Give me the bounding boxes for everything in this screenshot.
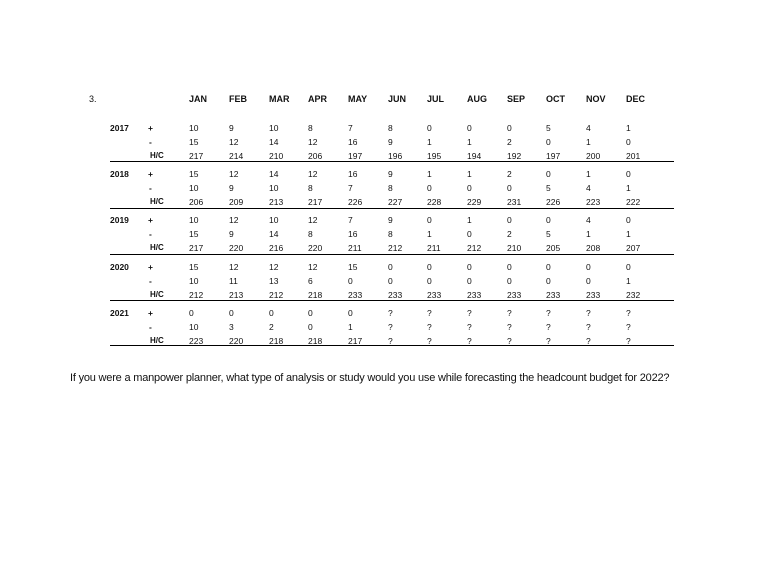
hc-label: H/C — [150, 243, 164, 252]
plus-value: 12 — [308, 262, 318, 272]
plus-value: 0 — [467, 123, 472, 133]
minus-value: 13 — [269, 276, 279, 286]
plus-value: 2 — [507, 169, 512, 179]
minus-value: ? — [467, 322, 472, 332]
minus-value: 8 — [308, 229, 313, 239]
plus-label: + — [148, 123, 153, 133]
plus-value: 0 — [507, 215, 512, 225]
hc-value: 220 — [308, 243, 323, 253]
month-header: OCT — [546, 94, 565, 104]
minus-value: 2 — [269, 322, 274, 332]
plus-value: 0 — [427, 123, 432, 133]
minus-value: 0 — [348, 276, 353, 286]
minus-value: 14 — [269, 137, 279, 147]
hc-value: 192 — [507, 151, 522, 161]
plus-label: + — [148, 308, 153, 318]
minus-value: 0 — [586, 276, 591, 286]
plus-value: 9 — [388, 169, 393, 179]
minus-value: ? — [586, 322, 591, 332]
minus-value: 10 — [189, 183, 199, 193]
plus-value: 7 — [348, 215, 353, 225]
hc-label: H/C — [150, 290, 164, 299]
month-header: AUG — [467, 94, 487, 104]
minus-value: 1 — [427, 229, 432, 239]
minus-label: - — [149, 322, 152, 332]
hc-value: ? — [546, 336, 551, 346]
plus-value: 12 — [229, 169, 239, 179]
hc-value: 227 — [388, 197, 403, 207]
minus-value: 8 — [388, 229, 393, 239]
minus-value: 16 — [348, 229, 358, 239]
minus-value: 12 — [308, 137, 318, 147]
plus-value: 16 — [348, 169, 358, 179]
hc-value: 216 — [269, 243, 284, 253]
question-number: 3. — [89, 94, 97, 104]
minus-value: 1 — [467, 137, 472, 147]
plus-value: 0 — [427, 215, 432, 225]
plus-value: 15 — [348, 262, 358, 272]
plus-value: 12 — [229, 262, 239, 272]
minus-label: - — [149, 137, 152, 147]
hc-value: 212 — [189, 290, 204, 300]
table-rule — [110, 300, 674, 301]
plus-value: 4 — [586, 123, 591, 133]
minus-value: 0 — [507, 276, 512, 286]
hc-value: ? — [427, 336, 432, 346]
table-rule — [110, 161, 674, 162]
minus-value: ? — [546, 322, 551, 332]
plus-value: 9 — [388, 215, 393, 225]
hc-value: 209 — [229, 197, 244, 207]
minus-value: 0 — [467, 276, 472, 286]
minus-value: 9 — [229, 229, 234, 239]
hc-value: 217 — [189, 151, 204, 161]
plus-value: 0 — [229, 308, 234, 318]
minus-value: 1 — [586, 229, 591, 239]
minus-value: 0 — [546, 137, 551, 147]
plus-value: ? — [586, 308, 591, 318]
minus-value: 2 — [507, 229, 512, 239]
hc-value: 222 — [626, 197, 641, 207]
hc-value: 206 — [189, 197, 204, 207]
minus-value: 0 — [427, 183, 432, 193]
plus-value: 10 — [269, 215, 279, 225]
plus-value: 1 — [586, 169, 591, 179]
hc-value: 218 — [308, 336, 323, 346]
minus-value: 0 — [388, 276, 393, 286]
hc-value: ? — [586, 336, 591, 346]
minus-value: 14 — [269, 229, 279, 239]
minus-value: 0 — [467, 183, 472, 193]
hc-label: H/C — [150, 151, 164, 160]
minus-value: 3 — [229, 322, 234, 332]
plus-label: + — [148, 169, 153, 179]
plus-label: + — [148, 262, 153, 272]
month-header: MAY — [348, 94, 368, 104]
plus-value: 12 — [269, 262, 279, 272]
minus-value: 0 — [427, 276, 432, 286]
hc-value: 233 — [507, 290, 522, 300]
minus-value: 5 — [546, 183, 551, 193]
minus-value: 9 — [229, 183, 234, 193]
hc-value: 213 — [269, 197, 284, 207]
plus-value: ? — [626, 308, 631, 318]
minus-value: 16 — [348, 137, 358, 147]
hc-value: 217 — [308, 197, 323, 207]
hc-value: 220 — [229, 336, 244, 346]
hc-value: 218 — [269, 336, 284, 346]
hc-value: 233 — [427, 290, 442, 300]
plus-value: 7 — [348, 123, 353, 133]
month-header: SEP — [507, 94, 526, 104]
plus-value: 12 — [229, 215, 239, 225]
hc-value: 231 — [507, 197, 522, 207]
hc-value: 210 — [269, 151, 284, 161]
hc-value: 233 — [586, 290, 601, 300]
minus-value: 7 — [348, 183, 353, 193]
month-header: FEB — [229, 94, 247, 104]
minus-value: 0 — [467, 229, 472, 239]
month-header: JUL — [427, 94, 445, 104]
plus-value: ? — [546, 308, 551, 318]
plus-value: ? — [467, 308, 472, 318]
hc-value: 197 — [546, 151, 561, 161]
hc-label: H/C — [150, 197, 164, 206]
minus-value: ? — [427, 322, 432, 332]
year-label: 2019 — [110, 215, 129, 225]
minus-value: ? — [626, 322, 631, 332]
hc-value: 200 — [586, 151, 601, 161]
hc-value: 233 — [388, 290, 403, 300]
hc-value: 196 — [388, 151, 403, 161]
year-label: 2017 — [110, 123, 129, 133]
plus-value: 0 — [507, 123, 512, 133]
plus-value: ? — [388, 308, 393, 318]
minus-value: ? — [507, 322, 512, 332]
minus-value: 5 — [546, 229, 551, 239]
plus-value: 4 — [586, 215, 591, 225]
minus-value: 1 — [427, 137, 432, 147]
minus-value: 1 — [626, 183, 631, 193]
minus-label: - — [149, 183, 152, 193]
plus-value: 12 — [308, 215, 318, 225]
plus-value: 0 — [546, 262, 551, 272]
plus-value: 0 — [626, 262, 631, 272]
year-label: 2021 — [110, 308, 129, 318]
plus-value: 1 — [626, 123, 631, 133]
hc-value: 197 — [348, 151, 363, 161]
hc-value: 194 — [467, 151, 482, 161]
minus-label: - — [149, 229, 152, 239]
minus-value: 11 — [229, 276, 238, 286]
month-header: NOV — [586, 94, 606, 104]
plus-value: 1 — [467, 215, 472, 225]
minus-value: 1 — [626, 229, 631, 239]
plus-value: 14 — [269, 169, 279, 179]
plus-value: ? — [427, 308, 432, 318]
plus-value: 0 — [626, 215, 631, 225]
minus-value: 0 — [626, 137, 631, 147]
question-text: If you were a manpower planner, what type of analysis or study would you use while forecasting the headcount budget for 2022? — [70, 372, 670, 384]
hc-value: 223 — [586, 197, 601, 207]
minus-value: ? — [388, 322, 393, 332]
plus-value: 0 — [269, 308, 274, 318]
minus-label: - — [149, 276, 152, 286]
hc-value: 195 — [427, 151, 442, 161]
hc-value: 229 — [467, 197, 482, 207]
minus-value: 10 — [269, 183, 279, 193]
plus-value: 1 — [427, 169, 432, 179]
hc-value: 233 — [348, 290, 363, 300]
hc-value: 233 — [467, 290, 482, 300]
hc-value: 232 — [626, 290, 641, 300]
minus-value: 15 — [189, 229, 199, 239]
plus-value: 15 — [189, 262, 199, 272]
minus-value: 1 — [586, 137, 591, 147]
hc-value: ? — [467, 336, 472, 346]
hc-value: 218 — [308, 290, 323, 300]
hc-value: 205 — [546, 243, 561, 253]
plus-value: 15 — [189, 169, 199, 179]
minus-value: 2 — [507, 137, 512, 147]
table-rule — [110, 254, 674, 255]
plus-value: 0 — [626, 169, 631, 179]
hc-value: 217 — [189, 243, 204, 253]
minus-value: 0 — [507, 183, 512, 193]
month-header: JAN — [189, 94, 208, 104]
plus-value: 9 — [229, 123, 234, 133]
minus-value: 1 — [626, 276, 631, 286]
hc-value: 217 — [348, 336, 363, 346]
minus-value: 8 — [388, 183, 393, 193]
hc-value: 226 — [348, 197, 363, 207]
minus-value: 0 — [308, 322, 313, 332]
plus-value: 0 — [546, 215, 551, 225]
plus-value: 10 — [269, 123, 279, 133]
hc-value: 228 — [427, 197, 442, 207]
plus-label: + — [148, 215, 153, 225]
hc-value: 201 — [626, 151, 641, 161]
plus-value: 1 — [467, 169, 472, 179]
hc-value: 223 — [189, 336, 204, 346]
hc-value: 212 — [467, 243, 482, 253]
minus-value: 8 — [308, 183, 313, 193]
plus-value: 5 — [546, 123, 551, 133]
minus-value: 9 — [388, 137, 393, 147]
minus-value: 15 — [189, 137, 199, 147]
year-label: 2018 — [110, 169, 129, 179]
hc-value: 211 — [427, 243, 441, 253]
plus-value: 0 — [308, 308, 313, 318]
plus-value: 10 — [189, 215, 199, 225]
minus-value: 10 — [189, 322, 199, 332]
hc-label: H/C — [150, 336, 164, 345]
minus-value: 6 — [308, 276, 313, 286]
hc-value: 208 — [586, 243, 601, 253]
table-rule — [110, 208, 674, 209]
plus-value: 0 — [189, 308, 194, 318]
hc-value: 207 — [626, 243, 641, 253]
hc-value: 211 — [348, 243, 362, 253]
hc-value: 233 — [546, 290, 561, 300]
hc-value: 210 — [507, 243, 522, 253]
hc-value: 214 — [229, 151, 244, 161]
plus-value: ? — [507, 308, 512, 318]
minus-value: 1 — [348, 322, 353, 332]
plus-value: 12 — [308, 169, 318, 179]
plus-value: 0 — [348, 308, 353, 318]
hc-value: ? — [507, 336, 512, 346]
month-header: DEC — [626, 94, 646, 104]
hc-value: 226 — [546, 197, 561, 207]
hc-value: 212 — [269, 290, 284, 300]
hc-value: ? — [626, 336, 631, 346]
minus-value: 12 — [229, 137, 239, 147]
plus-value: 0 — [427, 262, 432, 272]
year-label: 2020 — [110, 262, 129, 272]
plus-value: 0 — [507, 262, 512, 272]
hc-value: ? — [388, 336, 393, 346]
hc-value: 206 — [308, 151, 323, 161]
table-rule — [110, 345, 674, 346]
plus-value: 8 — [388, 123, 393, 133]
plus-value: 0 — [546, 169, 551, 179]
month-header: JUN — [388, 94, 407, 104]
minus-value: 0 — [546, 276, 551, 286]
minus-value: 10 — [189, 276, 199, 286]
minus-value: 4 — [586, 183, 591, 193]
plus-value: 0 — [388, 262, 393, 272]
plus-value: 0 — [467, 262, 472, 272]
hc-value: 220 — [229, 243, 244, 253]
hc-value: 212 — [388, 243, 403, 253]
plus-value: 0 — [586, 262, 591, 272]
plus-value: 10 — [189, 123, 199, 133]
hc-value: 213 — [229, 290, 244, 300]
plus-value: 8 — [308, 123, 313, 133]
month-header: APR — [308, 94, 328, 104]
month-header: MAR — [269, 94, 290, 104]
